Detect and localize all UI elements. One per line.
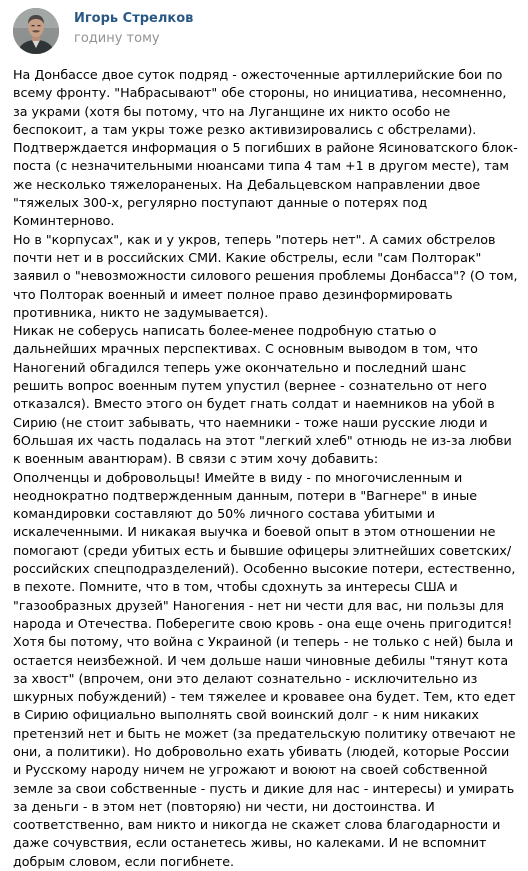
author-name-link[interactable]: Игорь Стрелков [74, 11, 194, 26]
post-text [13, 66, 518, 871]
author-avatar[interactable] [13, 8, 59, 54]
post-paragraph: На Донбассе двое суток подряд - ожесточенные артиллерийские бои по всему фронту. "Набрасывают" обе стороны, но инициатива, несомненно, за украми (хотя бы потому, что на Луганщине их никто особо не беспокоит, а там укры тоже резко активизировались с обстрелами). Подтверждается информация о 5 погибших в районе Ясиноватского блок-поста (с незначительными нюансами типа 4 там +1 в другом месте), там же несколько тяжелораненых. На Дебальцевском направлении двое "тяжелых 300-х, регулярно поступают данные о потерях под Коминтерново. [13, 67, 518, 229]
post-paragraph: Никак не соберусь написать более-менее подробную статью о дальнейших мрачных перспективах. С основным выводом в том, что Наногений обгадился теперь уже окончательно и последний шанс решить вопрос военным путем упустил (вернее - сознательно от него отказался). Вместо этого он будет гнать солдат и наемников на убой в Сирию (не стоит забывать, что наемники - тоже наши русские люди и бОльшая их часть подалась на этот "легкий хлеб" отнюдь не из-за любви к военным авантюрам). В связи с этим хочу добавить: [13, 323, 512, 467]
post-timestamp-link[interactable]: годину тому [74, 31, 160, 46]
avatar-photo-icon [13, 8, 59, 54]
post-paragraph: Ополченцы и добровольцы! Имейте в виду - по многочисленным и неоднократно подтвержденным данным, потери в "Вагнере" в иные командировки составляют до 50% личного состава убитыми и искалеченными. И никакая выучка и боевой опыт в этом отношении не помогают (среди убитых есть и бывшие офицеры элитнейших советских/российских спецподразделений). Особенно высокие потери, естественно, в пехоте. Помните, что в том, чтобы сдохнуть за интересы США и "газообразных друзей" Наногения - нет ни чести для вас, ни пользы для народа и Отечества. Поберегите свою кровь - она еще очень пригодится! Хотя бы потому, что война с Украиной (и теперь - не только с ней) была и остается неизбежной. И чем дольше наши чиновные дебилы "тянут кота за хвост" (впрочем, они это делают сознательно - исключительно из шкурных побуждений) - тем тяжелее и кровавее она будет. Тем, кто едет в Сирию официально выполнять свой воинский долг - к ним никаких претензий нет и быть не может (за предательскую политику отвечают не они, а политики). Но добровольно ехать убивать (людей, которые России и Русскому народу ничем не угрожают и воюют на своей собственной земле за свои собственные - пусть и дикие для нас - интересы) и умирать за деньги - в этом нет (повторяю) ни чести, ни достоинства. И соответственно, вам никто и никогда не скажет слова благодарности и даже сочувствия, если останетесь живы, но калеками. И не вспомнит добрым словом, если погибнете. [13, 469, 516, 869]
post-paragraph: Но в "корпусах", как и у укров, теперь "потерь нет". А самих обстрелов почти нет и в российских СМИ. Какие обстрелы, если "сам Полторак" заявил о "невозможности силового решения проблемы Донбасса"? (О том, что Полторак военный и имеет полное право дезинформировать противника, никто не задумывается). [13, 231, 518, 320]
post-header [13, 8, 513, 54]
